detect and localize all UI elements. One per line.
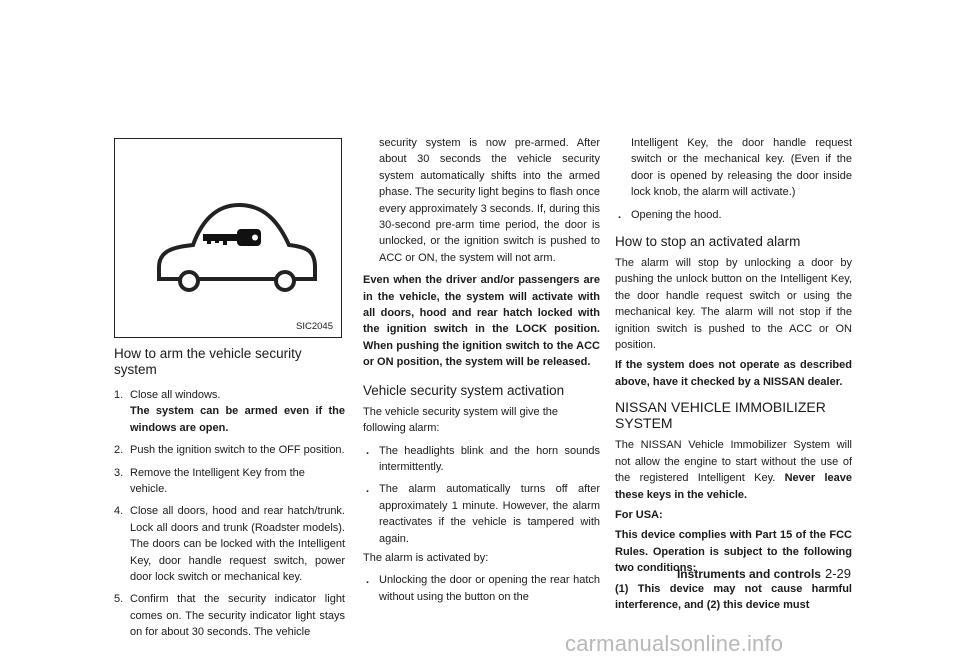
stop-alarm-text: The alarm will stop by unlocking a door by pushing the unlock button on the Intelligent Key, the door handle request switch or using the mechanical key. The alarm will not stop if the ignition switch is pushed to the ACC or ON position. <box>615 257 852 352</box>
page-footer <box>677 566 851 581</box>
bullet-dot: . <box>366 483 370 496</box>
step-text: Confirm that the security indicator light comes on. The security indicator light stays on for about 30 seconds. The vehicle <box>130 593 345 639</box>
immobilizer-text-plain: The NISSAN Vehicle Immobilizer System will not allow the engine to start without the use of the registered Intelligent Key. <box>615 439 852 485</box>
list-item <box>363 481 600 547</box>
activated-by-text: The alarm is activated by: <box>363 551 489 564</box>
bullet-dot: . <box>618 208 622 221</box>
warning-text: Even when the driver and/or passengers are in the vehicle, the system will activate with all doors, hood and rear hatch locked with the ignition switch in the LOCK position. When pushing the ignition switch to the ACC or ON position, the system will be released. <box>363 274 600 369</box>
step-text: Push the ignition switch to the OFF position. <box>130 444 345 457</box>
right-column <box>615 135 852 613</box>
arm-steps-list <box>114 387 345 641</box>
heading-activation: Vehicle security system activation <box>363 382 565 398</box>
step-number: 5. <box>114 593 124 606</box>
left-column <box>114 346 345 641</box>
step-continued-text: security system is now pre-armed. After about 30 seconds the vehicle security system automatically shifts into the armed phase. The security light begins to flash once every approximately 3 seconds. If, during this 30-second pre-arm time period, the door is unlocked, or the ignition switch is pushed to ACC or ON, the system will not arm. <box>379 137 600 264</box>
bullet-text: Unlocking the door or opening the rear hatch without using the button on the <box>379 574 600 603</box>
section-title-immobilizer: NISSAN VEHICLE IMMOBILIZER SYSTEM <box>615 399 826 432</box>
fcc-conditions-text: (1) This device may not cause harmful interference, and (2) this device must <box>615 582 852 611</box>
bullet-dot: . <box>366 574 370 587</box>
step-text: Close all windows. <box>130 389 221 401</box>
footer-section-title: Instruments and controls <box>676 567 821 581</box>
step-text: Close all doors, hood and rear hatch/trunk. Lock all doors and trunk (Roadster models). The doors can be locked with the Intelligent Key, door handle request switch, power door lock switch or mechanical key. <box>130 505 345 584</box>
step-number: 3. <box>114 466 124 479</box>
step-text: Remove the Intelligent Key from the vehicle. <box>130 466 305 496</box>
step-note: The system can be armed even if the windows are open. <box>130 405 345 434</box>
figure-code: SIC2045 <box>296 321 333 332</box>
list-item <box>114 442 345 458</box>
immobilizer-text-bold: Never leave these keys in the vehicle. <box>615 472 852 501</box>
watermark: carmanualsonline.info <box>565 631 784 656</box>
list-item <box>615 207 852 223</box>
list-item <box>363 572 600 605</box>
fcc-text: This device complies with Part 15 of the FCC Rules. Operation is subject to the following two conditions: <box>615 529 852 575</box>
activated-bullet-list <box>363 572 600 605</box>
bullet-text: The headlights blink and the horn sounds intermittently. <box>379 444 600 473</box>
bullet-text: The alarm automatically turns off after approximately 1 minute. However, the alarm reactivates if the vehicle is tampered with again. <box>379 483 600 545</box>
immobilizer-text <box>615 437 852 503</box>
step-number: 2. <box>114 444 124 457</box>
list-item <box>114 465 345 498</box>
list-item <box>114 387 345 436</box>
bullet-text: Opening the hood. <box>631 208 722 221</box>
stop-alarm-warning: If the system does not operate as described above, have it checked by a NISSAN dealer. <box>615 359 852 388</box>
usa-label: For USA: <box>615 508 663 521</box>
figure-security-indicator <box>114 138 342 338</box>
heading-arm-system: How to arm the vehicle security system <box>114 346 302 377</box>
list-item <box>114 503 345 585</box>
activation-intro: The vehicle security system will give the following alarm: <box>363 405 559 435</box>
alarm-bullet-list <box>363 443 600 547</box>
heading-stop-alarm: How to stop an activated alarm <box>615 234 801 250</box>
bullet-continued-text: Intelligent Key, the door handle request switch or the mechanical key. (Even if the door is opened by releasing the door inside lock knob, the alarm will activate.) <box>631 137 852 199</box>
bullet-dot: . <box>366 444 370 457</box>
list-item <box>363 443 600 476</box>
middle-column <box>363 135 600 605</box>
step-number: 1. <box>114 389 124 401</box>
list-item <box>114 591 345 640</box>
car-key-security-indicator-icon <box>115 139 343 339</box>
step-number: 4. <box>114 505 124 518</box>
page-number: 2-29 <box>824 566 851 581</box>
